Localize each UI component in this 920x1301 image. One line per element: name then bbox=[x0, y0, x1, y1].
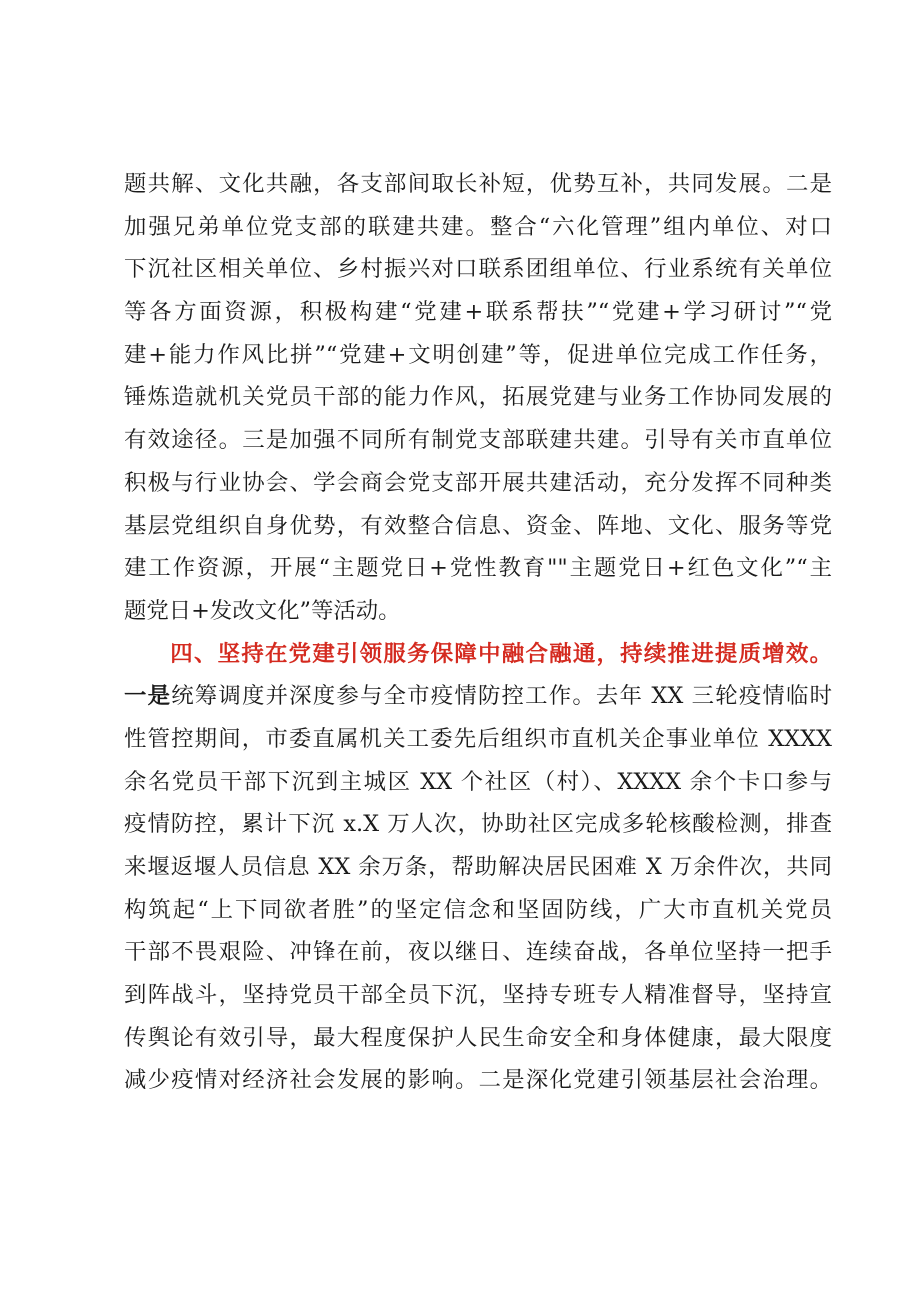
text-line: 到阵战斗，坚持党员干部全员下沉，坚持专班专人精准督导，坚持宣 bbox=[124, 982, 832, 1009]
text-span: 统筹调度并深度参与全市疫情防控工作。去年 XX 三轮疫情临时 bbox=[171, 683, 833, 710]
text-line: 干部不畏艰险、冲锋在前，夜以继日、连续奋战，各单位坚持一把手 bbox=[124, 939, 832, 966]
text-line: 加强兄弟单位党支部的联建共建。整合“六化管理”组内单位、对口 bbox=[124, 213, 832, 240]
text-line: 基层党组织自身优势，有效整合信息、资金、阵地、文化、服务等党 bbox=[124, 512, 832, 539]
lead-marker: 一是 bbox=[124, 683, 172, 710]
text-line: 积极与行业协会、学会商会党支部开展共建活动，充分发挥不同种类 bbox=[124, 469, 832, 496]
text-line: 构筑起“上下同欲者胜”的坚定信念和坚固防线，广大市直机关党员 bbox=[124, 896, 832, 923]
text-line: 建工作资源，开展“主题党日+党性教育""主题党日+红色文化”“主 bbox=[124, 555, 832, 582]
text-line: 下沉社区相关单位、乡村振兴对口联系团组单位、行业系统有关单位 bbox=[124, 256, 832, 283]
text-line: 疫情防控，累计下沉 x.X 万人次，协助社区完成多轮核酸检测，排查 bbox=[124, 811, 832, 838]
text-line: 减少疫情对经济社会发展的影响。二是深化党建引领基层社会治理。 bbox=[124, 1067, 832, 1094]
body-text bbox=[124, 163, 832, 1102]
text-line: 题党日+发改文化”等活动。 bbox=[124, 597, 401, 624]
text-line: 来堰返堰人员信息 XX 余万条，帮助解决居民困难 X 万余件次，共同 bbox=[124, 854, 832, 880]
text-line: 等各方面资源，积极构建“党建+联系帮扶”“党建+学习研讨”“党 bbox=[124, 299, 832, 326]
text-line: 锤炼造就机关党员干部的能力作风，拓展党建与业务工作协同发展的 bbox=[124, 384, 832, 411]
text-line: 性管控期间，市委直属机关工委先后组织市直机关企事业单位 XXXX bbox=[124, 725, 832, 752]
section-heading-line bbox=[124, 633, 832, 676]
text-line: 建+能力作风比拼”“党建+文明创建”等，促进单位完成工作任务， bbox=[124, 341, 832, 368]
text-line: 有效途径。三是加强不同所有制党支部联建共建。引导有关市直单位 bbox=[124, 427, 832, 454]
text-line: 传舆论有效引导，最大程度保护人民生命安全和身体健康，最大限度 bbox=[124, 1024, 832, 1051]
text-line: 余名党员干部下沉到主城区 XX 个社区（村）、XXXX 余个卡口参与 bbox=[124, 768, 832, 795]
section-heading: 四、坚持在党建引领服务保障中融合融通，持续推进提质增效。 bbox=[169, 640, 832, 667]
text-line bbox=[124, 675, 832, 718]
text-line: 题共解、文化共融，各支部间取长补短，优势互补，共同发展。二是 bbox=[124, 171, 832, 197]
